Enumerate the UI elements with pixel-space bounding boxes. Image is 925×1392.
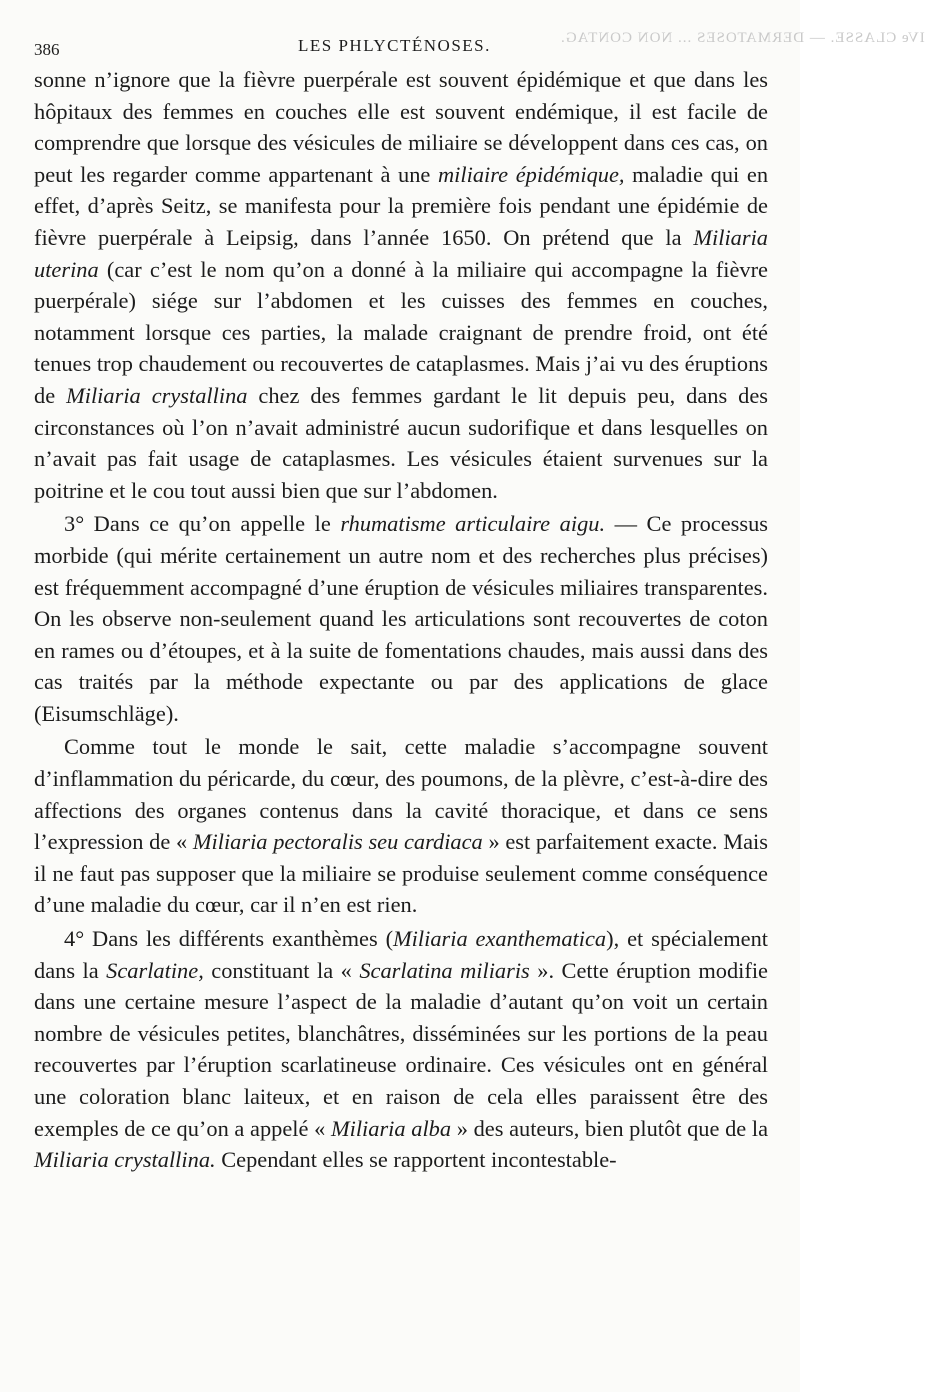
- paragraph: [34, 731, 768, 921]
- italic-text: miliaire épidémique,: [438, 161, 625, 187]
- paragraph: [34, 64, 768, 506]
- page-number: 386: [34, 40, 60, 59]
- text-run: » est parfaitement exacte. Mais il ne faut pas supposer que la miliaire se produise seulement comme conséquence d’une maladie du cœur, car il n’en est rien.: [34, 829, 768, 918]
- text-run: (car c’est le nom qu’on a donné à la miliaire qui accompagne la fièvre puerpérale) siége sur l’abdomen et les cuisses des femmes en couches, notamment lorsque ces parties, la malade craignant de prendre froid, ont été tenues trop chaudement ou recouvertes de cataplasmes. Mais j’ai vu des éruptions de: [34, 256, 768, 408]
- italic-text: Miliaria uterina: [34, 224, 768, 282]
- text-run: ». Cette éruption modifie dans une certaine mesure l’aspect de la maladie d’autant qu’on voit un certain nombre de vésicules petites, blanchâtres, disséminées sur les portions de la peau recouvertes par l’éruption scarlatineuse ordinaire. Ces vésicules ont en général une coloration blanc laiteux, et en raison de cela elles paraissent être des exemples de ce qu’on a appelé «: [34, 957, 768, 1141]
- paragraph: [34, 508, 768, 729]
- page-header: [34, 28, 768, 64]
- italic-text: Miliaria alba: [330, 1115, 452, 1141]
- bleed-through-text: IVe CLASSE. — DERMATOSES ... NON CONTAG.: [560, 30, 925, 46]
- text-run: 3° Dans ce qu’on appelle le: [64, 511, 341, 537]
- italic-text: Miliaria exanthematica: [393, 926, 607, 952]
- italic-text: Scarlatine,: [106, 957, 204, 983]
- text-run: ), et spécialement dans la: [34, 926, 768, 983]
- text-run: » des auteurs, bien plutôt que de la: [451, 1115, 769, 1141]
- italic-text: rhumatisme articulaire aigu.: [340, 511, 606, 537]
- italic-text: Miliaria crystallina: [66, 382, 248, 408]
- page-body: [34, 64, 768, 1176]
- running-title: LES PHLYCTÉNOSES.: [298, 36, 491, 55]
- text-run: Cependant elles se rapportent incontestable-: [215, 1147, 617, 1173]
- text-run: Comme tout le monde le sait, cette maladie s’accompagne souvent d’inflammation du péricarde, du cœur, des poumons, de la plèvre, c’est-à-dire des affections des organes contenus dans la cavité thoracique, et dans ce sens l’expression de «: [34, 734, 768, 855]
- text-run: chez des femmes gardant le lit depuis peu, dans des circonstances où l’on n’avait administré aucun sudorifique et dans lesquelles on n’avait pas fait usage de cataplasmes. Les vésicules étaient survenues sur la poitrine et le cou tout aussi bien que sur l’abdomen.: [34, 382, 768, 503]
- text-run: sonne n’ignore que la fièvre puerpérale est souvent épidémique et que dans les hôpitaux des femmes en couches elle est souvent endémique, il est facile de comprendre que lorsque des vésicules de miliaire se développent dans ces cas, on peut les regarder comme appartenant à une: [34, 67, 768, 187]
- italic-text: Scarlatina miliaris: [359, 957, 530, 983]
- paragraph: [34, 923, 768, 1176]
- text-run: constituant la «: [203, 957, 360, 983]
- text-run: — Ce processus morbide (qui mérite certainement un autre nom et des recherches plus précises) est fréquemment accompagné d’une éruption de vésicules miliaires transparentes. On les observe non-seulement quand les articulations sont recouvertes de coton en rames ou d’étoupes, et à la suite de fomentations chaudes, mais aussi dans des cas traités par la méthode expectante ou par des applications de glace (Eisumschläge).: [34, 511, 768, 726]
- italic-text: Miliaria crystallina.: [34, 1147, 216, 1173]
- italic-text: Miliaria pectoralis seu cardiaca: [192, 829, 483, 855]
- text-run: maladie qui en effet, d’après Seitz, se manifesta pour la première fois pendant une épidémie de fièvre puerpérale à Leipsig, dans l’année 1650. On prétend que la: [34, 161, 769, 250]
- text-run: 4° Dans les différents exanthèmes (: [64, 926, 394, 952]
